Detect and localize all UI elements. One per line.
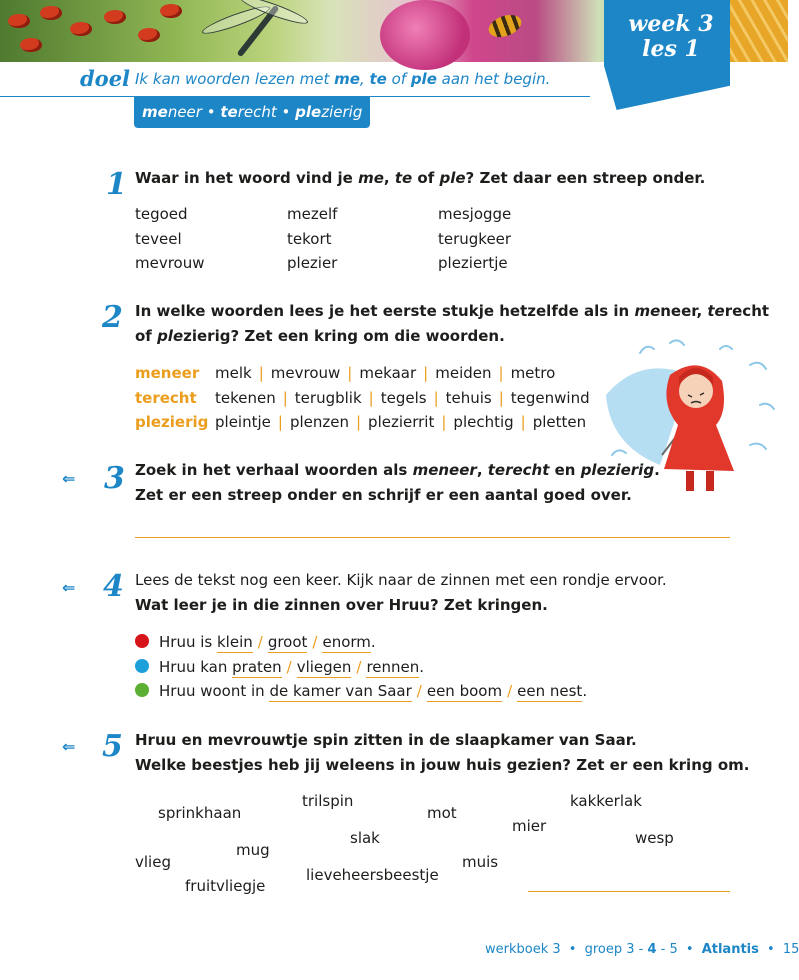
word-item[interactable]: tegenwind: [510, 388, 590, 407]
word-item[interactable]: pleintje: [215, 413, 271, 431]
option-word[interactable]: de kamer van Saar: [269, 682, 412, 700]
exercise-2-row: plezierig pleintje | plenzen | plezierrit | plechtig | pletten: [135, 410, 590, 435]
word-item[interactable]: tegoed: [135, 205, 188, 223]
exercise-2-number: 2: [102, 300, 123, 335]
row-label: meneer: [135, 364, 200, 382]
bug-icon: [40, 6, 62, 20]
word-item[interactable]: plezier: [287, 254, 338, 272]
exercise-4-item: Hruu woont in de kamer van Saar / een boom / een nest.: [135, 679, 587, 704]
option-word[interactable]: vliegen: [296, 657, 352, 676]
word-item[interactable]: mesjogge: [438, 205, 512, 223]
row-label: plezierig: [135, 413, 209, 431]
exercise-4-item: Hruu is klein / groot / enorm.: [135, 630, 587, 655]
week-label: week 3: [628, 11, 714, 37]
word-item[interactable]: tekort: [287, 229, 332, 248]
back-to-text-arrow-icon: ⇐: [62, 737, 75, 756]
exercise-5-number: 5: [102, 729, 123, 764]
exercise-1-question: Waar in het woord vind je me, te of ple? Zet daar een streep onder.: [135, 169, 706, 187]
goal-text: Ik kan woorden lezen met me, te of ple aan het begin.: [135, 70, 551, 88]
animal-word[interactable]: lieveheersbeestje: [306, 866, 439, 884]
bug-icon: [160, 4, 182, 18]
word-item[interactable]: plezierrit: [368, 413, 435, 431]
option-word[interactable]: een nest: [517, 682, 583, 700]
lesson-label: les 1: [642, 36, 700, 62]
word-item[interactable]: meiden: [435, 364, 492, 382]
word-item[interactable]: teveel: [135, 229, 182, 248]
exercise-4-items: [135, 630, 587, 704]
bug-icon: [8, 14, 30, 28]
exercise-3-number: 3: [104, 461, 125, 496]
word-item[interactable]: pletten: [532, 413, 587, 431]
word-item[interactable]: tegels: [380, 388, 427, 407]
page-footer: werkboek 3 • groep 3 - 4 - 5 • Atlantis • 15: [485, 942, 799, 957]
exercise-2-row: meneer melk | mevrouw | mekaar | meiden | metro: [135, 361, 590, 386]
word-item[interactable]: plenzen: [289, 413, 349, 431]
animal-word[interactable]: mier: [512, 817, 547, 835]
option-word[interactable]: enorm: [322, 633, 371, 651]
bug-icon: [104, 10, 126, 24]
green-dot-icon: [135, 683, 149, 697]
animal-word[interactable]: mot: [427, 804, 457, 822]
honeycomb-icon: [726, 0, 788, 62]
exercise-1-column-3: [438, 202, 511, 276]
option-word[interactable]: een boom: [426, 682, 503, 700]
option-word[interactable]: klein: [216, 633, 253, 651]
word-item[interactable]: pleziertje: [438, 254, 508, 272]
blue-dot-icon: [135, 659, 149, 673]
goal-examples: meneer • terecht • plezierig: [134, 97, 370, 128]
word-item[interactable]: mevrouw: [270, 364, 341, 382]
exercise-4-number: 4: [103, 569, 124, 604]
word-item[interactable]: mevrouw: [135, 254, 205, 272]
word-item[interactable]: mekaar: [359, 364, 417, 382]
bug-icon: [20, 38, 42, 52]
back-to-text-arrow-icon: ⇐: [62, 469, 75, 488]
animal-word[interactable]: fruitvliegje: [185, 877, 266, 895]
exercise-1-column-1: [135, 202, 205, 276]
exercise-4-item: Hruu kan praten / vliegen / rennen.: [135, 655, 587, 680]
animal-word[interactable]: kakkerlak: [570, 792, 642, 810]
exercise-2-question: In welke woorden lees je het eerste stukje hetzelfde als in meneer, terecht of plezierig? Zet een kring om die woorden.: [135, 302, 770, 345]
animal-word[interactable]: sprinkhaan: [158, 804, 242, 822]
word-item[interactable]: terugkeer: [438, 229, 512, 248]
exercise-5-answer-line[interactable]: [528, 891, 730, 892]
option-word[interactable]: groot: [267, 633, 308, 651]
bug-icon: [138, 28, 160, 42]
animal-word[interactable]: wesp: [635, 829, 674, 847]
bug-icon: [70, 22, 92, 36]
row-label: terecht: [135, 388, 197, 407]
animal-word[interactable]: slak: [350, 829, 380, 847]
exercise-2-row: terecht tekenen | terugblik | tegels | tehuis | tegenwind: [135, 386, 590, 411]
option-word[interactable]: praten: [232, 657, 282, 676]
exercise-2-table: [135, 361, 590, 435]
goal-label: doel: [80, 66, 131, 91]
word-item[interactable]: melk: [215, 364, 252, 382]
exercise-4-question: Lees de tekst nog een keer. Kijk naar de zinnen met een rondje ervoor. Wat leer je in die zinnen over Hruu? Zet kringen.: [135, 571, 667, 614]
page-number: 15: [782, 942, 799, 957]
exercise-3-question: Zoek in het verhaal woorden als meneer, terecht en plezierig. Zet er een streep onder en schrijf er een aantal goed over.: [135, 461, 660, 504]
exercise-1-column-2: [287, 202, 337, 276]
animal-word[interactable]: mug: [236, 841, 270, 859]
week-lesson-label: [612, 12, 730, 62]
word-item[interactable]: tekenen: [215, 388, 276, 407]
word-item[interactable]: mezelf: [287, 205, 338, 223]
animal-word[interactable]: vlieg: [135, 853, 171, 871]
animal-word[interactable]: muis: [462, 853, 499, 871]
exercise-1-number: 1: [106, 167, 127, 202]
exercise-3-answer-line[interactable]: [135, 537, 730, 538]
red-dot-icon: [135, 634, 149, 648]
word-item[interactable]: metro: [510, 364, 556, 382]
option-word[interactable]: rennen: [366, 657, 420, 676]
flower-icon: [380, 0, 470, 70]
word-item[interactable]: terugblik: [294, 388, 362, 407]
word-item[interactable]: tehuis: [445, 388, 492, 407]
animal-word[interactable]: trilspin: [302, 792, 354, 810]
bee-icon: [486, 11, 525, 41]
word-item[interactable]: plechtig: [453, 413, 514, 431]
back-to-text-arrow-icon: ⇐: [62, 578, 75, 597]
exercise-5-question: Hruu en mevrouwtje spin zitten in de slaapkamer van Saar. Welke beestjes heb jij weleens in jouw huis gezien? Zet er een kring om.: [135, 731, 750, 774]
